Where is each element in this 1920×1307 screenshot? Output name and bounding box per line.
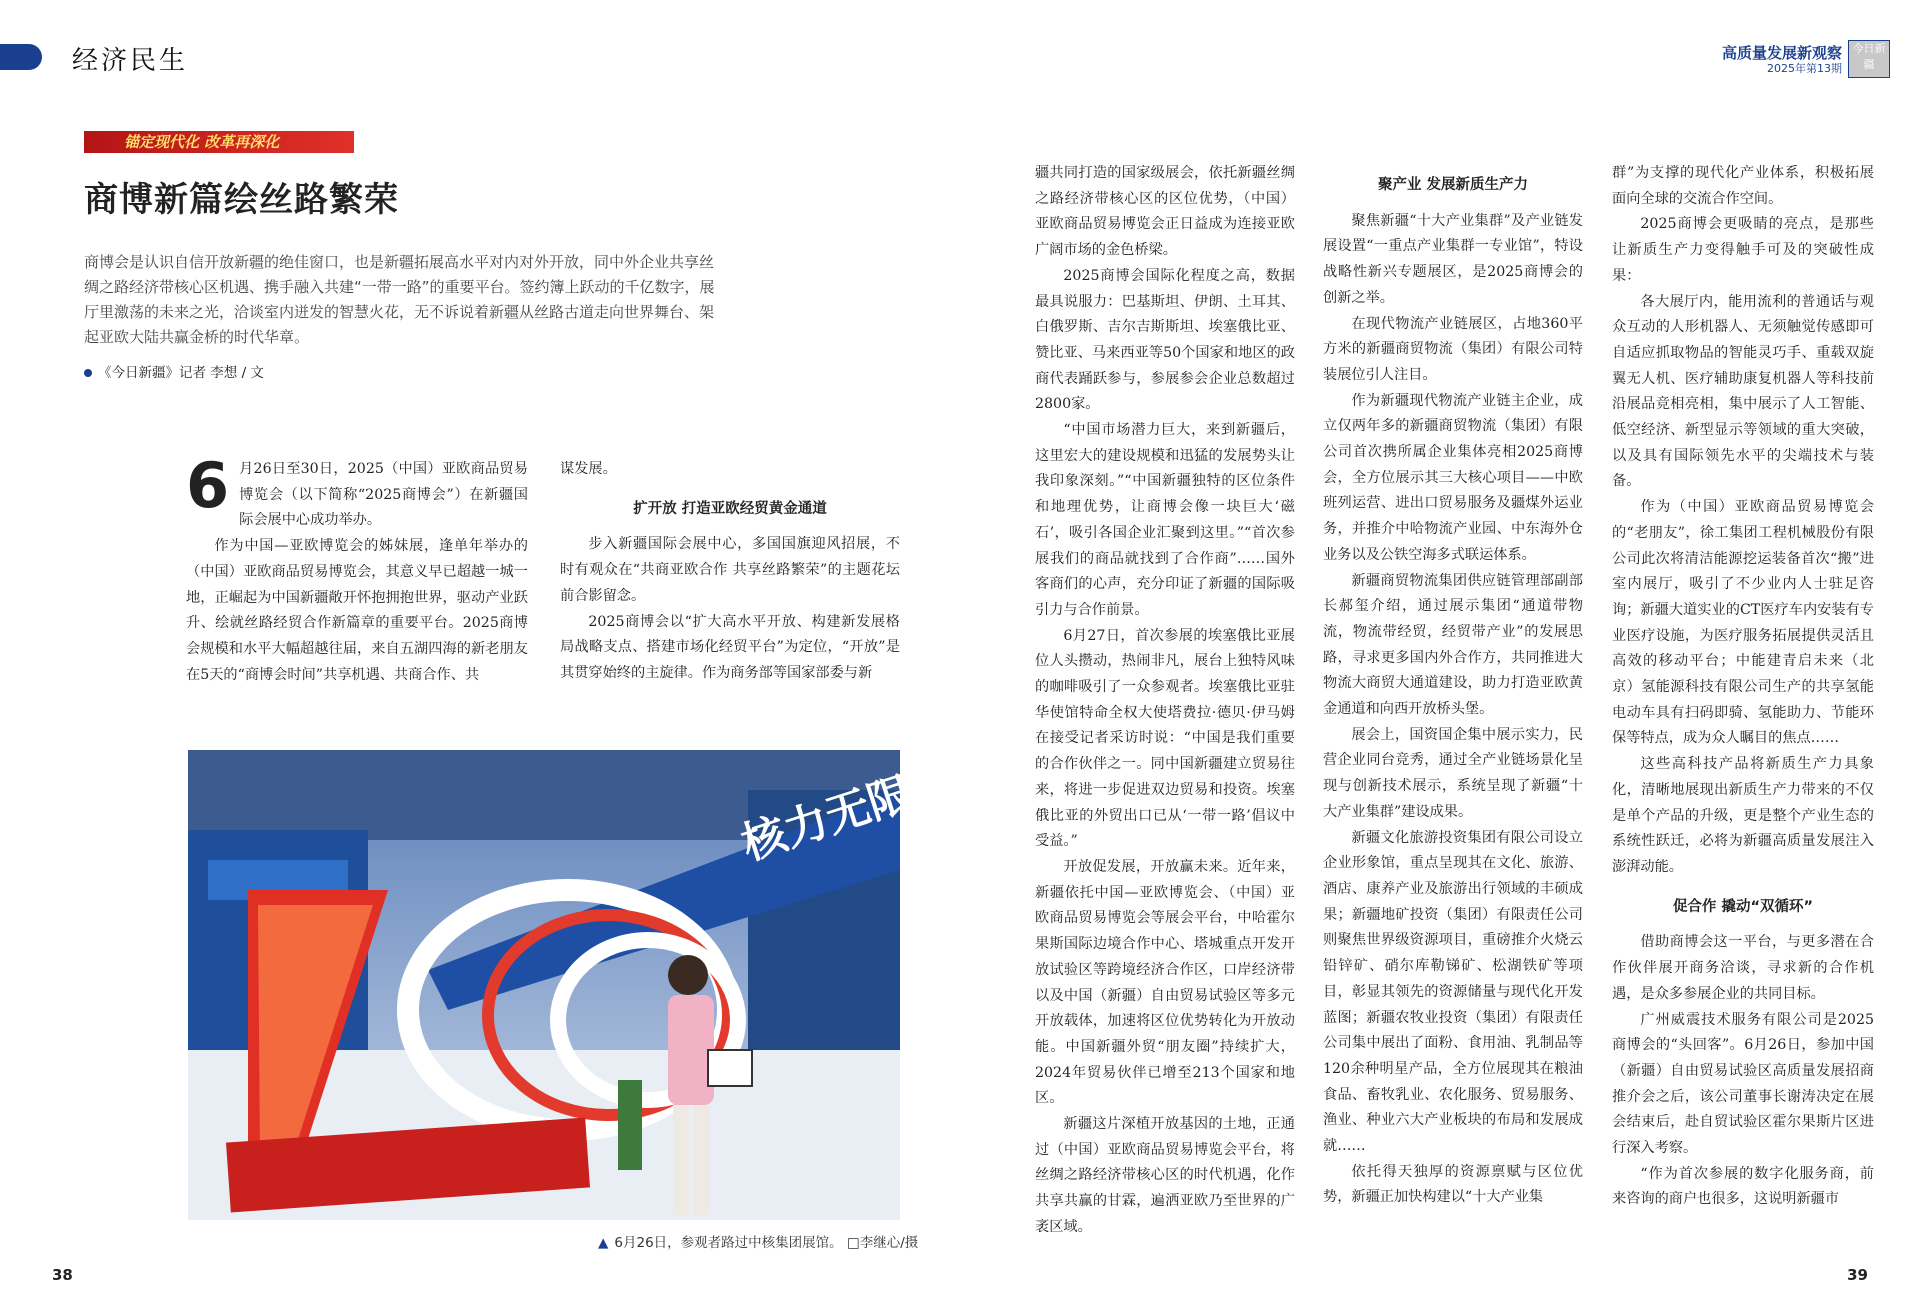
paragraph: 群”为支撑的现代化产业体系，积极拓展面向全球的交流合作空间。 <box>1612 165 1874 207</box>
paragraph: 各大展厅内，能用流利的普通话与观众互动的人形机器人、无须触觉传感即可自适应抓取物品的智能灵巧手、重载双旋翼无人机、医疗辅助康复机器人等科技前沿展品竞相亮相，集中展示了人工智能、低空经济、新型显示等领域的重大突破，以及具有国际领先水平的尖端技术与装备。 <box>1612 293 1874 490</box>
paragraph: 借助商博会这一平台，与更多潜在合作伙伴展开商务洽谈，寻求新的合作机遇，是众多参展企业的共同目标。 <box>1612 934 1874 1002</box>
paragraph: 依托得天独厚的资源禀赋与区位优势，新疆正加快构建以“十大产业集 <box>1323 1163 1583 1206</box>
body-column-5 <box>1612 161 1874 1213</box>
paragraph: 新疆文化旅游投资集团有限公司设立企业形象馆，重点呈现其在文化、旅游、酒店、康养产业及旅游出行领域的丰硕成果；新疆地矿投资（集团）有限责任公司则聚焦世界级资源项目，重磅推介火烧云铅锌矿、硝尔库勒锑矿、松湖铁矿等项目，彰显其领先的资源储量与现代化开发蓝图；新疆农牧业投资（集团）有限责任公司集中展出了面粉、食用油、乳制品等120余种明星产品，全方位展现其在粮油食品、畜牧乳业、农化服务、贸易服务、渔业、种业六大产业板块的布局和发展成就…… <box>1323 829 1583 1155</box>
exhibition-photo <box>188 750 919 1220</box>
column-title: 高质量发展新观察 <box>1721 44 1842 62</box>
paragraph: 开放促发展，开放赢未来。近年来，新疆依托中国—亚欧博览会、（中国）亚欧商品贸易博览会等展会平台，中哈霍尔果斯国际边境合作中心、塔城重点开发开放试验区等跨境经济合作区，口岸经济带以及中国（新疆）自由贸易试验区等多元开放载体，加速将区位优势转化为开放动能。中国新疆外贸“朋友圈”持续扩大，2024年贸易伙伴已增至213个国家和地区。 <box>1035 858 1295 1107</box>
paragraph: 2025商博会更吸睛的亮点，是那些让新质生产力变得触手可及的突破性成果： <box>1612 216 1874 284</box>
paragraph: 6月27日，首次参展的埃塞俄比亚展位人头攒动，热闹非凡，展台上独特风味的咖啡吸引了一众参观者。埃塞俄比亚驻华使馆特命全权大使塔费拉·德贝·伊马姆在接受记者采访时说：“中国是我们重要的合作伙伴之一。同中国新疆建立贸易往来，将进一步促进双边贸易和投资。埃塞俄比亚的外贸出口已从‘一带一路’倡议中受益。” <box>1035 627 1295 850</box>
caption-text: 6月26日，参观者路过中核集团展馆。 □李继心/摄 <box>614 1235 919 1251</box>
body-column-4 <box>1323 161 1583 1211</box>
paragraph: 2025商博会以“扩大高水平开放、构建新发展格局战略支点、搭建市场化经贸平台”为定位，“开放”是其贯穿始终的主旋律。作为商务部等国家部委与新 <box>560 613 900 681</box>
paragraph: “中国市场潜力巨大，来到新疆后，这里宏大的建设规模和迅猛的发展势头让我印象深刻。”“中国新疆独特的区位条件和地理优势，让商博会像一块巨大‘磁石’，吸引各国企业汇聚到这里。”“首次参展我们的商品就找到了合作商”……国外客商们的心声，充分印证了新疆的国际吸引力与合作前景。 <box>1035 422 1295 618</box>
paragraph: 聚焦新疆“十大产业集群”及产业链发展设置“一重点产业集群一专业馆”，特设战略性新兴专题展区，是2025商博会的创新之举。 <box>1323 212 1583 306</box>
article-lead: 商博会是认识自信开放新疆的绝佳窗口，也是新疆拓展高水平对内对外开放，同中外企业共享丝绸之路经济带核心区机遇、携手融入共建“一带一路”的重要平台。签约簿上跃动的千亿数字，展厅里激荡的未来之光，洽谈室内迸发的智慧火花，无不诉说着新疆从丝路古道走向世界舞台、架起亚欧大陆共赢金桥的时代华章。 <box>84 253 715 346</box>
issue-label: 2025年第13期 <box>1767 62 1842 75</box>
magazine-logo <box>1848 40 1890 78</box>
paragraph: 作为新疆现代物流产业链主企业，成立仅两年多的新疆商贸物流（集团）有限公司首次携所属企业集体亮相2025商博会，全方位展示其三大核心项目——中欧班列运营、进出口贸易服务及疆煤外运业务，并推介中哈物流产业园、中东海外仓业务以及公铁空海多式联运体系。 <box>1323 392 1583 563</box>
paragraph: 广州威震技术服务有限公司是2025商博会的“头回客”。6月26日，参加中国（新疆）自由贸易试验区高质量发展招商推介会之后，该公司董事长谢涛决定在展会结束后，赴自贸试验区霍尔果斯片区进行深入考察。 <box>1612 1011 1874 1157</box>
section-title: 经济民生 <box>72 46 189 76</box>
paragraph: 作为（中国）亚欧商品贸易博览会的“老朋友”，徐工集团工程机械股份有限公司此次将清洁能源挖运装备首次“搬”进室内展厅，吸引了不少业内人士驻足咨询；新疆大道实业的CT医疗车内安装有专业医疗设施，为医疗服务拓展提供灵活且高效的移动平台；中能建青启未来（北京）氢能源科技有限公司生产的共享氢能电动车具有扫码即骑、氢能助力、节能环保等特点，成为众人瞩目的焦点…… <box>1612 499 1874 747</box>
body-column-2 <box>560 457 900 687</box>
subheading: 聚产业 发展新质生产力 <box>1377 177 1529 193</box>
paragraph: 2025商博会国际化程度之高，数据最具说服力：巴基斯坦、伊朗、土耳其、白俄罗斯、吉尔吉斯斯坦、埃塞俄比亚、赞比亚、马来西亚等50个国家和地区的政商代表踊跃参与，参展参会企业总数超过2800家。 <box>1035 267 1295 413</box>
paragraph: 新疆商贸物流集团供应链管理部副部长郝玺介绍，通过展示集团“通道带物流，物流带经贸，经贸带产业”的发展思路，寻求更多国内外合作方，共同推进大物流大商贸大通道建设，助力打造亚欧黄金通道和向西开放桥头堡。 <box>1323 572 1583 718</box>
photo-illustration <box>188 750 919 1220</box>
photo-caption <box>598 1231 918 1251</box>
topic-tag: 锚定现代化 改革再深化 <box>84 131 354 153</box>
paragraph: 这些高科技产品将新质生产力具象化，清晰地展现出新质生产力带来的不仅是单个产品的升级，更是整个产业生态的系统性跃迁，必将为新疆高质量发展注入澎湃动能。 <box>1612 756 1874 875</box>
subheading: 促合作 撬动“双循环” <box>1672 898 1814 915</box>
paragraph-text: 月26日至30日，2025（中国）亚欧商品贸易博览会（以下简称“2025商博会”）在新疆国际会展中心成功举办。 <box>239 461 528 529</box>
byline <box>84 361 264 381</box>
body-column-1 <box>186 449 528 688</box>
bullet-icon <box>84 369 92 377</box>
section-tab-marker <box>0 44 42 70</box>
triangle-icon: ▲ <box>598 1235 609 1251</box>
page-number-left: 38 <box>52 1266 73 1284</box>
page-number-right: 39 <box>1847 1266 1868 1284</box>
paragraph: 步入新疆国际会展中心，多国国旗迎风招展，不时有观众在“共商亚欧合作 共享丝路繁荣”的主题花坛前合影留念。 <box>560 536 900 604</box>
paragraph: 新疆这片深植开放基因的土地，正通过（中国）亚欧商品贸易博览会平台，将丝绸之路经济带核心区的时代机遇，化作共享共赢的甘霖，遍洒亚欧乃至世界的广袤区域。 <box>1035 1116 1295 1235</box>
paragraph: “作为首次参展的数字化服务商，前来咨询的商户也很多，这说明新疆市 <box>1612 1165 1874 1208</box>
paragraph: 在现代物流产业链展区，占地360平方米的新疆商贸物流（集团）有限公司特装展位引人注目。 <box>1323 315 1583 383</box>
paragraph <box>186 449 528 534</box>
paragraph: 谋发展。 <box>560 461 617 477</box>
drop-cap: 6 <box>186 449 230 522</box>
byline-text: 《今日新疆》记者 李想 / 文 <box>98 365 264 381</box>
body-column-3 <box>1035 161 1295 1241</box>
logo-text: 今日新疆 <box>1852 42 1886 71</box>
paragraph: 展会上，国资国企集中展示实力，民营企业同台竞秀，通过全产业链场景化呈现与创新技术展示，系统呈现了新疆“十大产业集群”建设成果。 <box>1323 726 1583 820</box>
subheading: 扩开放 打造亚欧经贸黄金通道 <box>633 500 827 517</box>
paragraph: 疆共同打造的国家级展会，依托新疆丝绸之路经济带核心区的区位优势，（中国）亚欧商品贸易博览会正日益成为连接亚欧广阔市场的金色桥梁。 <box>1035 165 1295 259</box>
banner-text: 核力无限 <box>735 767 919 871</box>
article-headline: 商博新篇绘丝路繁荣 <box>84 180 399 220</box>
paragraph: 作为中国—亚欧博览会的姊妹展，逢单年举办的（中国）亚欧商品贸易博览会，其意义早已超越一城一地，正崛起为中国新疆敞开怀抱拥抱世界，驱动产业跃升、绘就丝路经贸合作新篇章的重要平台。2025商博会规模和水平大幅超越往届，来自五湖四海的新老朋友在5天的“商博会时间”共享机遇、共商合作、共 <box>186 538 528 683</box>
